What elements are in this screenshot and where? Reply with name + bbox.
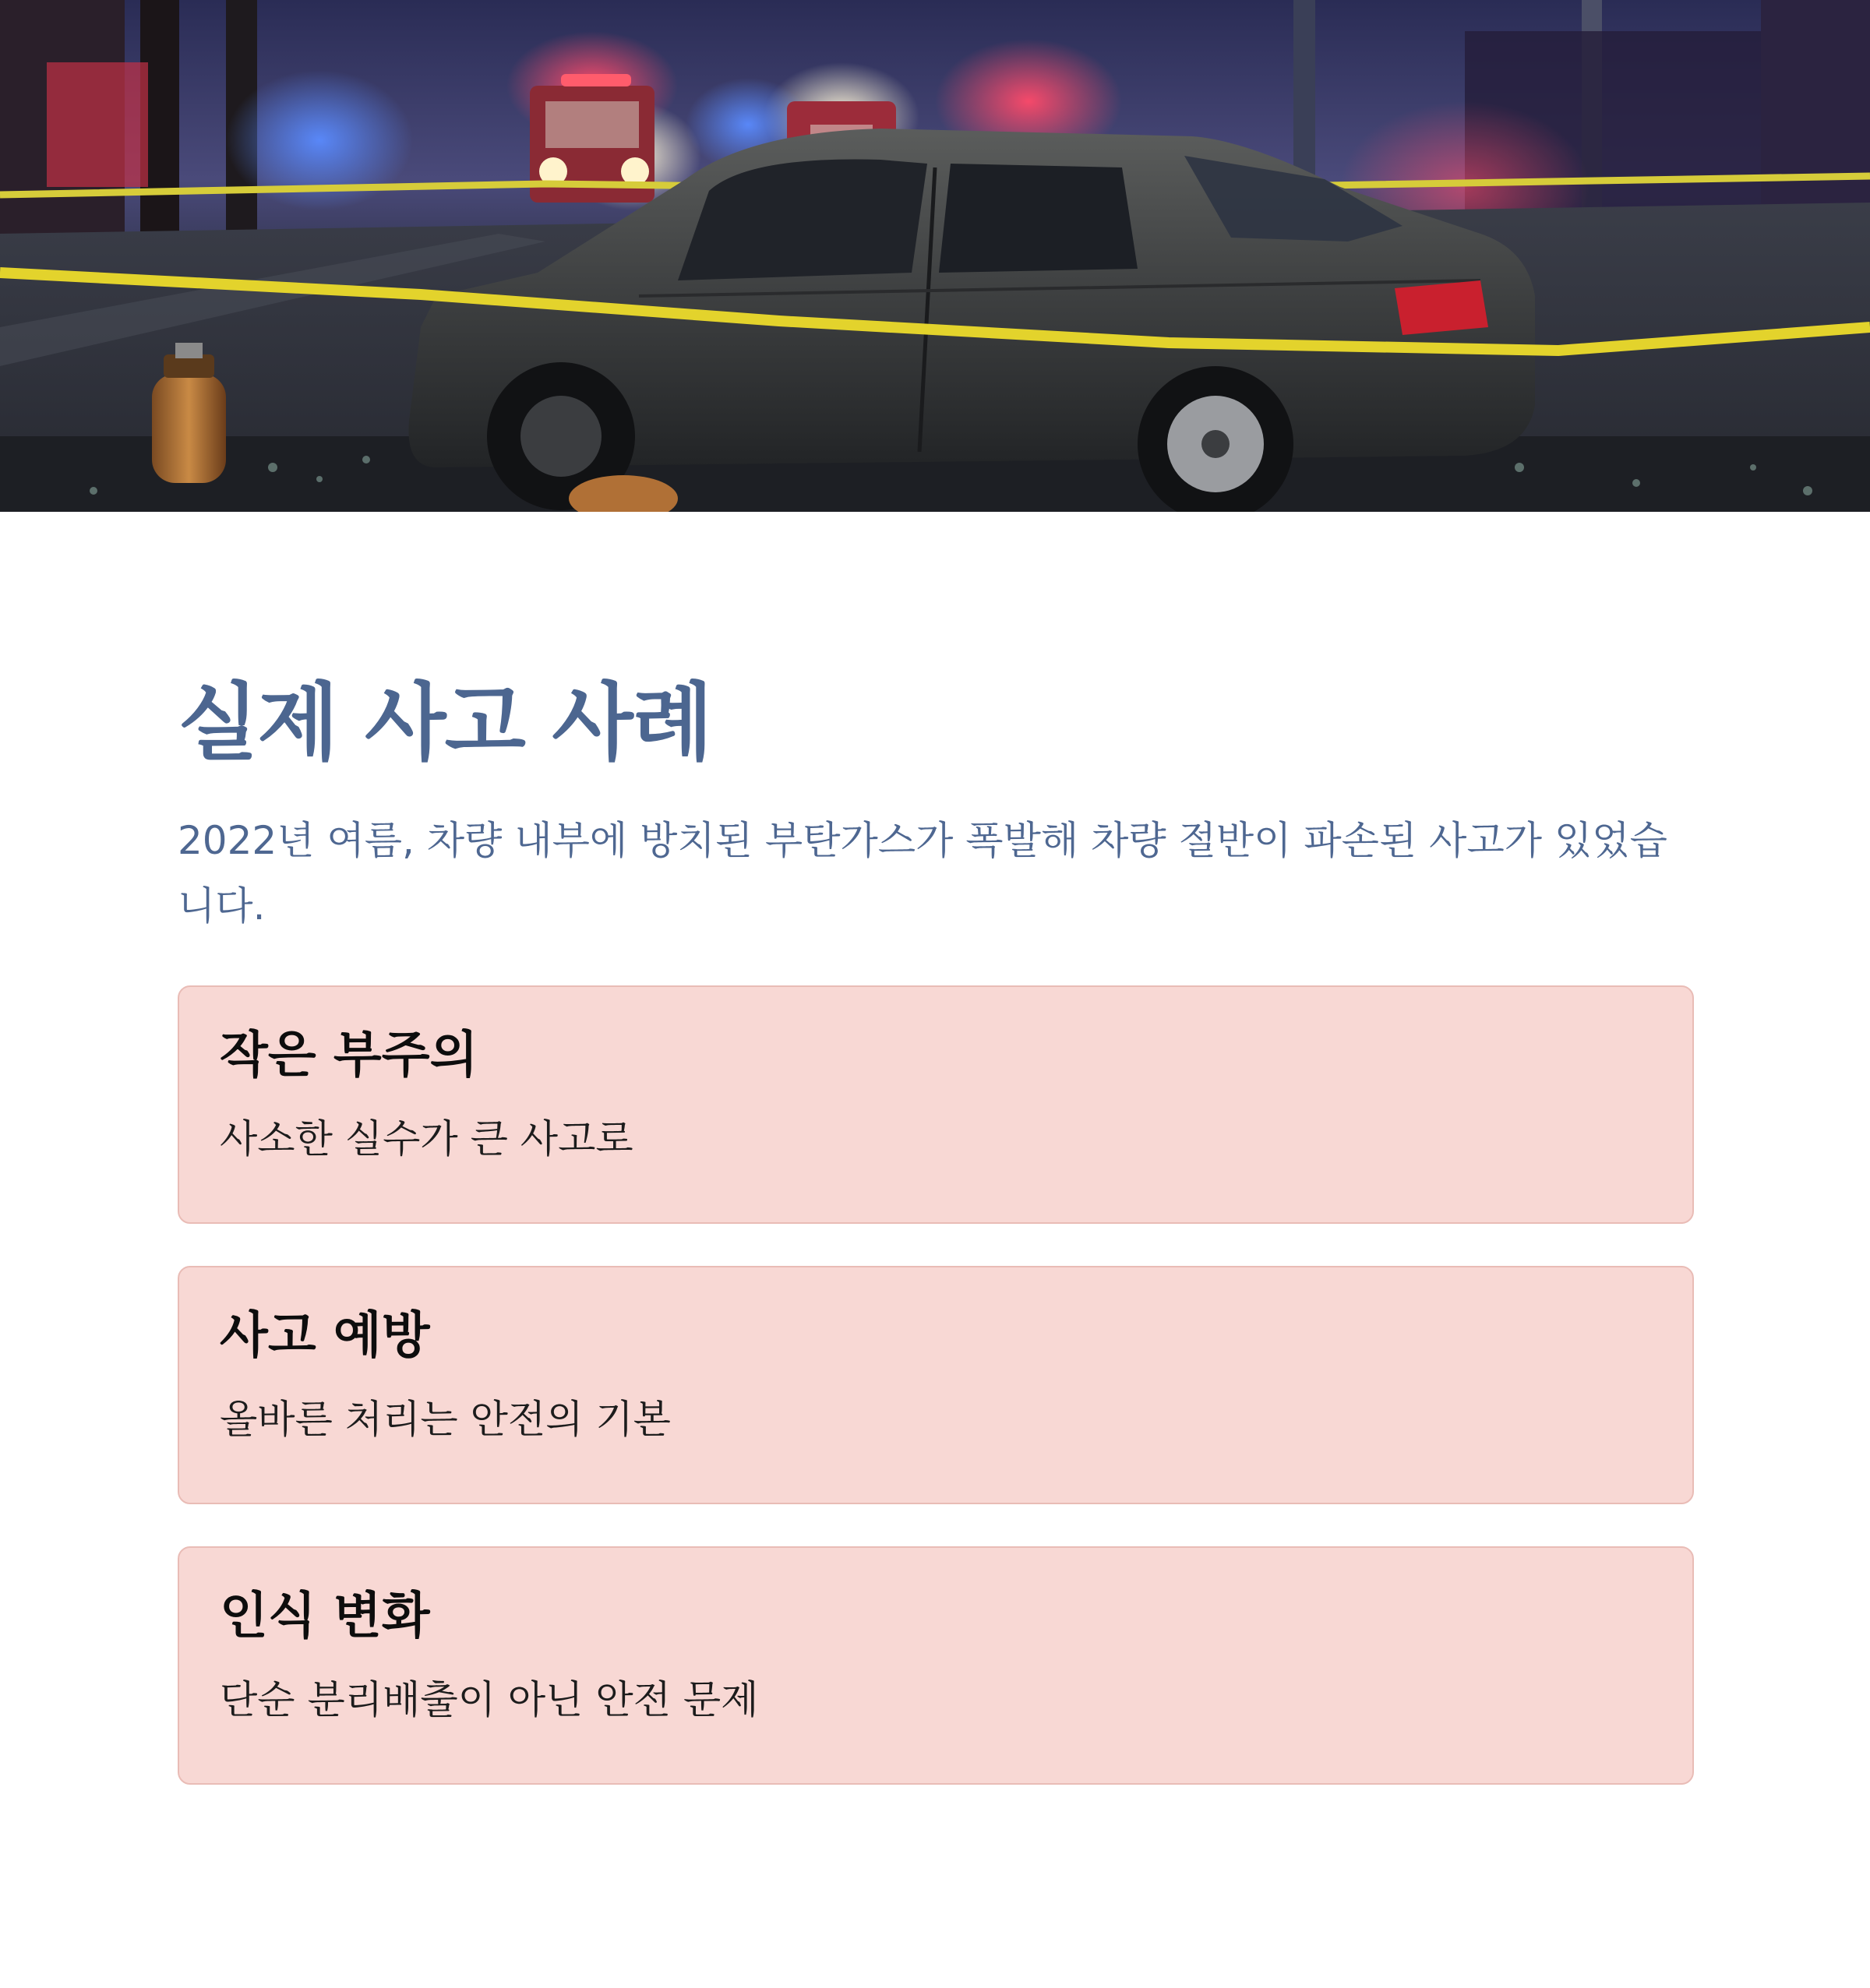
card-text: 단순 분리배출이 아닌 안전 문제 <box>220 1676 759 1722</box>
card-title: 인식 변화 <box>220 1587 430 1645</box>
page-title: 실제 사고 사례 <box>178 675 712 772</box>
card-small-carelessness <box>178 985 1694 1224</box>
accident-scene-illustration <box>0 0 1870 512</box>
card-text: 올바른 처리는 안전의 기본 <box>220 1396 671 1442</box>
card-awareness-change <box>178 1546 1694 1785</box>
card-accident-prevention <box>178 1266 1694 1504</box>
hero-image <box>0 0 1870 512</box>
card-title: 사고 예방 <box>220 1306 430 1365</box>
card-title: 작은 부주의 <box>220 1026 478 1084</box>
intro-paragraph: 2022년 여름, 차량 내부에 방치된 부탄가스가 폭발해 차량 절반이 파손된 사고가 있었습니다. <box>178 817 1667 929</box>
card-text: 사소한 실수가 큰 사고로 <box>220 1116 633 1161</box>
card-list <box>178 985 1694 1785</box>
main-content <box>178 675 1694 1827</box>
